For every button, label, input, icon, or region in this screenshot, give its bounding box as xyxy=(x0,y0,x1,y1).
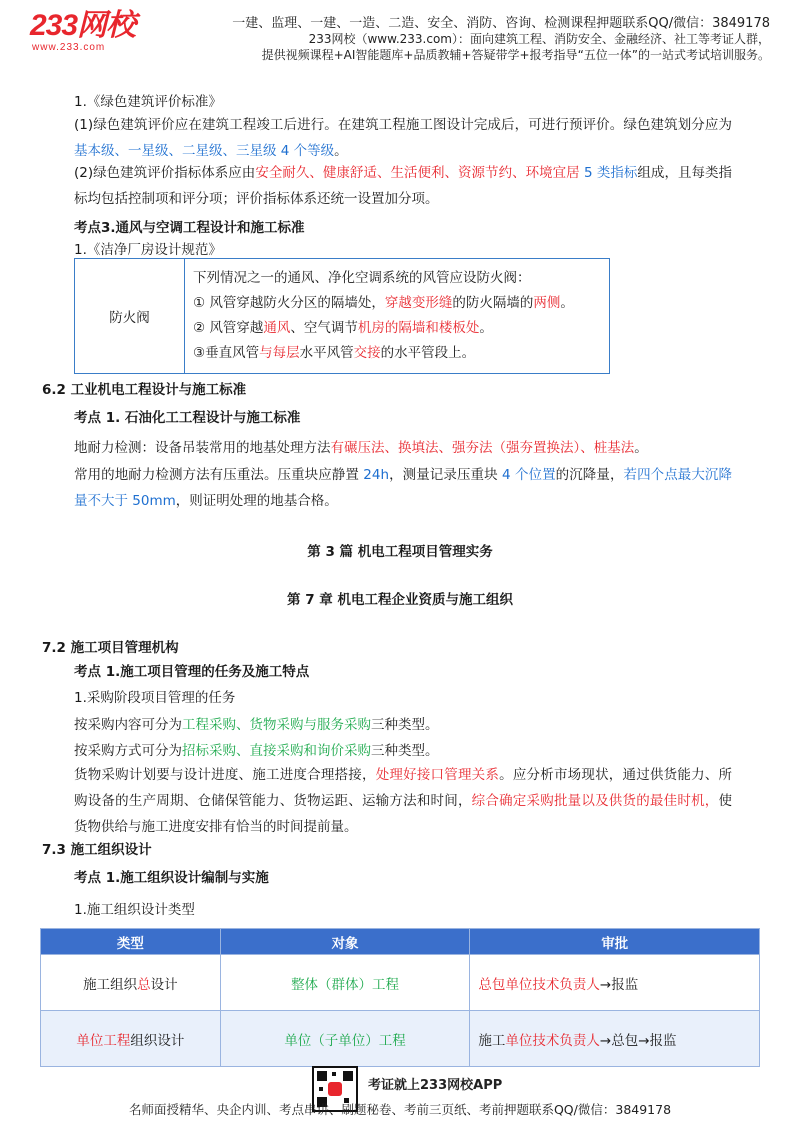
cell-type: 单位工程组织设计 xyxy=(41,1011,221,1067)
project-mgmt-point-title: 考点 1.施工项目管理的任务及施工特点 xyxy=(74,664,310,680)
procurement-by-content: 按采购内容可分为工程采购、货物采购与服务采购三种类型。 xyxy=(74,717,439,733)
cell-object: 整体（群体）工程 xyxy=(220,955,470,1011)
header-intro-line: 233网校（www.233.com）：面向建筑工程、消防安全、金融经济、社工等考证人群， xyxy=(308,32,770,46)
footer-app-title[interactable]: 考证就上233网校APP xyxy=(368,1078,503,1093)
cell-type: 施工组织总设计 xyxy=(41,955,221,1011)
brand-logo[interactable] xyxy=(30,10,135,54)
green-building-para-2: (2)绿色建筑评价指标体系应由安全耐久、健康舒适、生活便利、资源节约、环境宜居 5 类指标组成，且每类指标均包括控制项和评分项；评价指标体系还统一设置加分项。 xyxy=(74,165,733,207)
fire-damper-rule-2: ② 风管穿越通风、空气调节机房的隔墙和楼板处。 xyxy=(193,320,493,336)
table-header-row xyxy=(41,929,760,955)
app-logo-icon xyxy=(328,1082,342,1096)
footer-contact-line: 名师面授精华、央企内训、考点串讲、刷题秘卷、考前三页纸、考前押题联系QQ/微信：3849178 xyxy=(128,1102,672,1117)
project-mgmt-section-heading: 7.2 施工项目管理机构 xyxy=(42,640,179,656)
industrial-section-heading: 6.2 工业机电工程设计与施工标准 xyxy=(42,382,247,398)
logo-text: 233网校 xyxy=(30,9,136,42)
bearing-capacity-para-2: 常用的地耐力检测方法有压重法。压重块应静置 24h，测量记录压重块 4 个位置的沉降量，若四个点最大沉降量不大于 50mm，则证明处理的地基合格。 xyxy=(74,467,732,509)
foundation-methods: 有碾压法、换填法、强夯法（强夯置换法）、桩基法 xyxy=(330,440,635,456)
col-header-approval: 审批 xyxy=(470,929,760,955)
cell-object: 单位（子单位）工程 xyxy=(220,1011,470,1067)
fire-damper-rule-1: ① 风管穿越防火分区的隔墙处，穿越变形缝的防火隔墙的两侧。 xyxy=(193,295,574,311)
header-service-line: 提供视频课程+AI智能题库+品质教辅+答疑带学+报考指导“五位一体”的一站式考试培训服务。 xyxy=(261,48,770,62)
green-building-para-1: (1)绿色建筑评价应在建筑工程竣工后进行。在建筑工程施工图设计完成后，可进行预评价。绿色建筑划分应为基本级、一星级、二星级、三星级 4 个等级。 xyxy=(74,117,732,159)
cell-approval: 施工单位技术负责人→总包→报监 xyxy=(470,1011,760,1067)
green-building-title: 1.《绿色建筑评价标准》 xyxy=(74,94,222,110)
org-design-table xyxy=(40,928,760,1067)
procurement-by-method: 按采购方式可分为招标采购、直接采购和询价采购三种类型。 xyxy=(74,743,439,759)
table-row xyxy=(41,955,760,1011)
fire-damper-intro: 下列情况之一的通风、净化空调系统的风管应设防火阀： xyxy=(193,270,531,286)
org-design-section-heading: 7.3 施工组织设计 xyxy=(42,842,152,858)
col-header-type: 类型 xyxy=(41,929,221,955)
header-contact-line: 一建、监理、一建、一造、二造、安全、消防、咨询、检测课程押题联系QQ/微信：3849178 xyxy=(232,16,770,31)
fire-damper-label: 防火阀 xyxy=(75,259,185,374)
chapter-7-title: 第 7 章 机电工程企业资质与施工组织 xyxy=(287,592,513,608)
page-header xyxy=(0,0,800,68)
procurement-subtitle: 1.采购阶段项目管理的任务 xyxy=(74,690,236,706)
logo-url: www.233.com xyxy=(32,42,106,53)
indicator-categories: 安全耐久、健康舒适、生活便利、资源节约、环境宜居 xyxy=(255,165,580,181)
part-3-title: 第 3 篇 机电工程项目管理实务 xyxy=(307,544,493,560)
goods-procurement-plan: 货物采购计划要与设计进度、施工进度合理搭接，处理好接口管理关系。应分析市场现状，通过供货能力、所购设备的生产周期、仓储保管能力、货物运距、运输方法和时间，综合确定采购批量以及供货的最佳时机，使货物供给与施工进度安排有恰当的时间提前量。 xyxy=(74,767,733,835)
clean-room-standard-title: 1.《洁净厂房设计规范》 xyxy=(74,242,222,258)
cell-approval: 总包单位技术负责人→报监 xyxy=(470,955,760,1011)
fire-damper-table xyxy=(74,258,610,374)
rating-levels: 基本级、一星级、二星级、三星级 4 个等级 xyxy=(74,143,335,159)
ventilation-point-title: 考点3.通风与空调工程设计和施工标准 xyxy=(74,220,305,236)
petrochemical-point-title: 考点 1. 石油化工工程设计与施工标准 xyxy=(74,410,301,426)
table-row xyxy=(41,1011,760,1067)
col-header-object: 对象 xyxy=(220,929,470,955)
page-footer xyxy=(0,1066,800,1126)
fire-damper-rule-3: ③垂直风管与每层水平风管交接的水平管段上。 xyxy=(193,345,476,361)
org-design-point-title: 考点 1.施工组织设计编制与实施 xyxy=(74,870,269,886)
org-design-types-subtitle: 1.施工组织设计类型 xyxy=(74,902,195,918)
indicator-count: 5 类指标 xyxy=(583,165,638,181)
fire-damper-rules xyxy=(185,259,610,374)
bearing-capacity-para-1: 地耐力检测：设备吊装常用的地基处理方法有碾压法、换填法、强夯法（强夯置换法）、桩基法。 xyxy=(74,440,648,456)
